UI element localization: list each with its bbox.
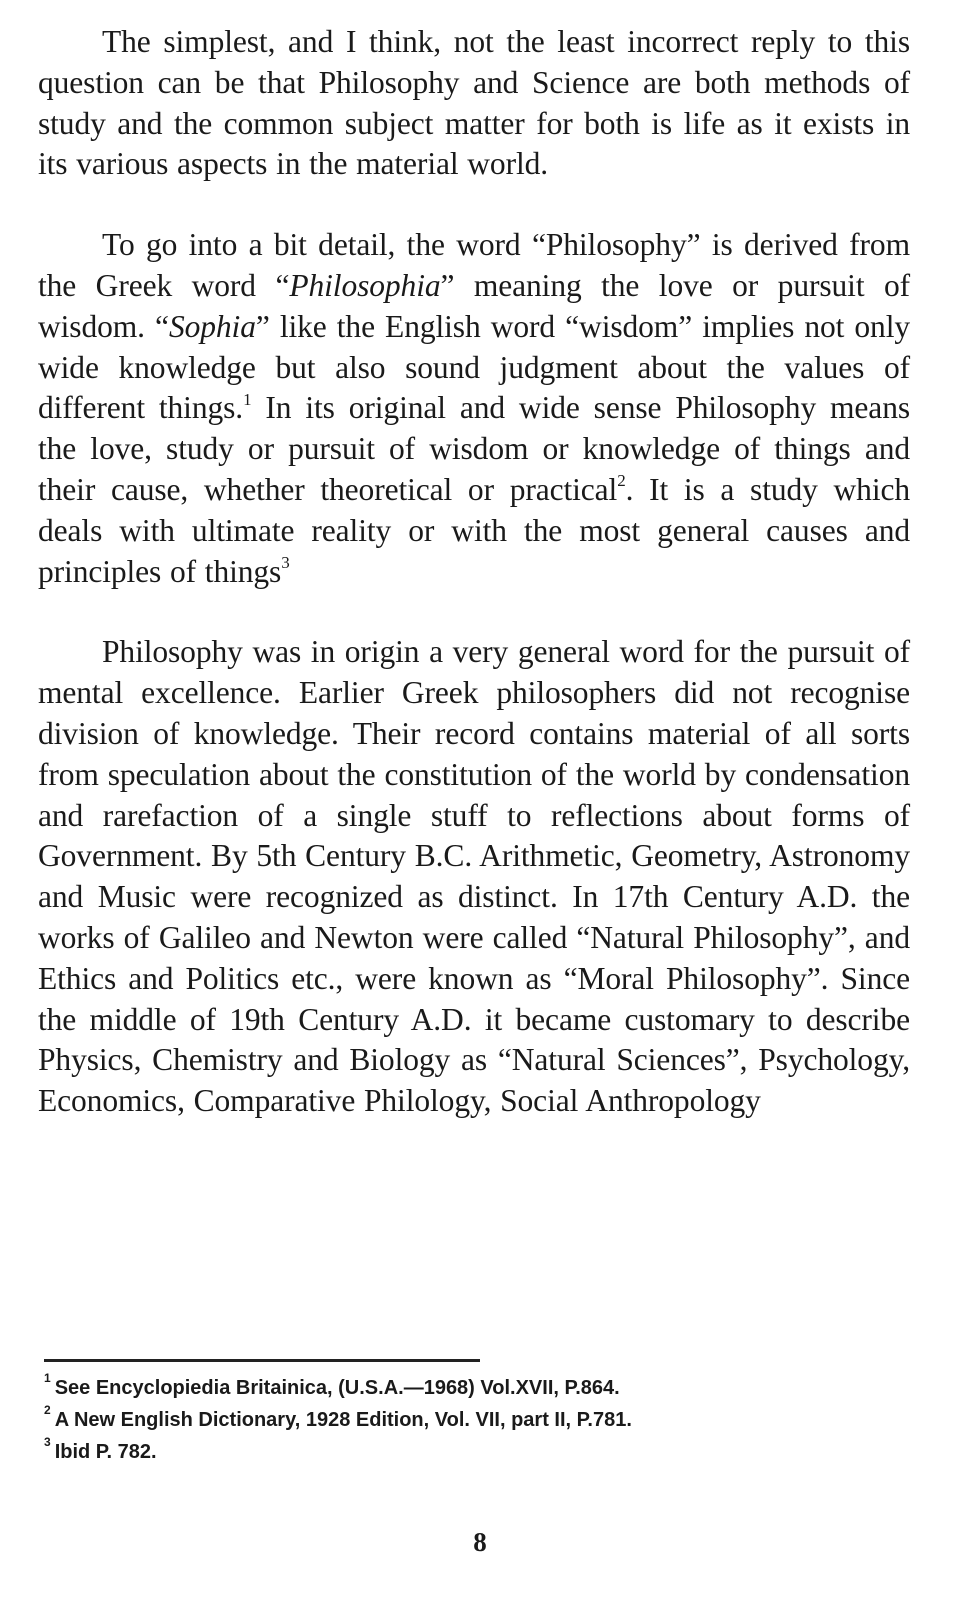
footnote-2 bbox=[44, 1404, 904, 1436]
footnote-text: Ibid P. 782. bbox=[54, 1441, 157, 1463]
footnote-marker: 3 bbox=[44, 1435, 51, 1450]
footnote-marker: 1 bbox=[44, 1371, 51, 1386]
footnote-ref-3: 3 bbox=[281, 553, 290, 573]
footnote-text: A New English Dictionary, 1928 Edition, Vol. VII, part II, P.781. bbox=[54, 1409, 632, 1431]
paragraph-2-text-a: To go into a bit detail, the word “Philosophy” is derived from the Greek word “ bbox=[38, 227, 910, 303]
paragraph-2-text-c: ” like the English word “wisdom” implies not only wide knowledge but also sound judgment about the values of different things. bbox=[38, 308, 911, 426]
paragraph-1 bbox=[38, 22, 910, 185]
page-body bbox=[38, 22, 910, 1122]
footnote-3 bbox=[44, 1436, 904, 1468]
term-philosophia: Philosophia bbox=[289, 267, 441, 303]
paragraph-3-text: Philosophy was in origin a very general word for the pursuit of mental excellence. Earlier Greek philosophers did not recognise division of knowledge. Their record contains material of all sorts from speculation about the constitution of the world by condensation and rarefaction of a single stuff to reflections about forms of Government. By 5th Century B.C. Arithmetic, Geometry, Astronomy and Music were recognized as distinct. In 17th Century A.D. the works of Galileo and Newton were called “Natural Philosophy”, and Ethics and Politics etc., were known as “Moral Philosophy”. Since the middle of 19th Century A.D. it became customary to describe Physics, Chemistry and Biology as “Natural Sciences”, Psychology, Economics, Comparative Philology, Social Anthropology bbox=[38, 634, 910, 1119]
paragraph-2-text-d: In its original and wide sense Philosophy means the love, study or pursuit of wisdom or knowledge of things and their cause, whether theoretical or practical bbox=[38, 390, 910, 507]
page-number: 8 bbox=[473, 1527, 487, 1557]
paragraph-2 bbox=[38, 225, 910, 592]
footnote-1 bbox=[44, 1372, 904, 1404]
term-sophia: Sophia bbox=[168, 308, 256, 344]
footnote-marker: 2 bbox=[44, 1403, 51, 1418]
footnote-ref-2: 2 bbox=[617, 471, 626, 491]
footnote-text: See Encyclopiedia Britainica, (U.S.A.—1968) Vol.XVII, P.864. bbox=[54, 1377, 620, 1399]
paragraph-3 bbox=[38, 632, 910, 1122]
paragraph-1-text: The simplest, and I think, not the least incorrect reply to this question can be that Philosophy and Science are both methods of study and the common subject matter for both is life as it exists in its various aspects in the material world. bbox=[38, 24, 910, 182]
paragraph-2-text-e: . It is a study which deals with ultimate reality or with the most general causes and principles of things bbox=[38, 471, 910, 589]
footnote-divider bbox=[44, 1359, 480, 1362]
footnotes bbox=[44, 1372, 904, 1468]
footnote-ref-1: 1 bbox=[243, 389, 252, 409]
paragraph-2-text-b: ” meaning the love or pursuit of wisdom. “ bbox=[38, 267, 910, 344]
